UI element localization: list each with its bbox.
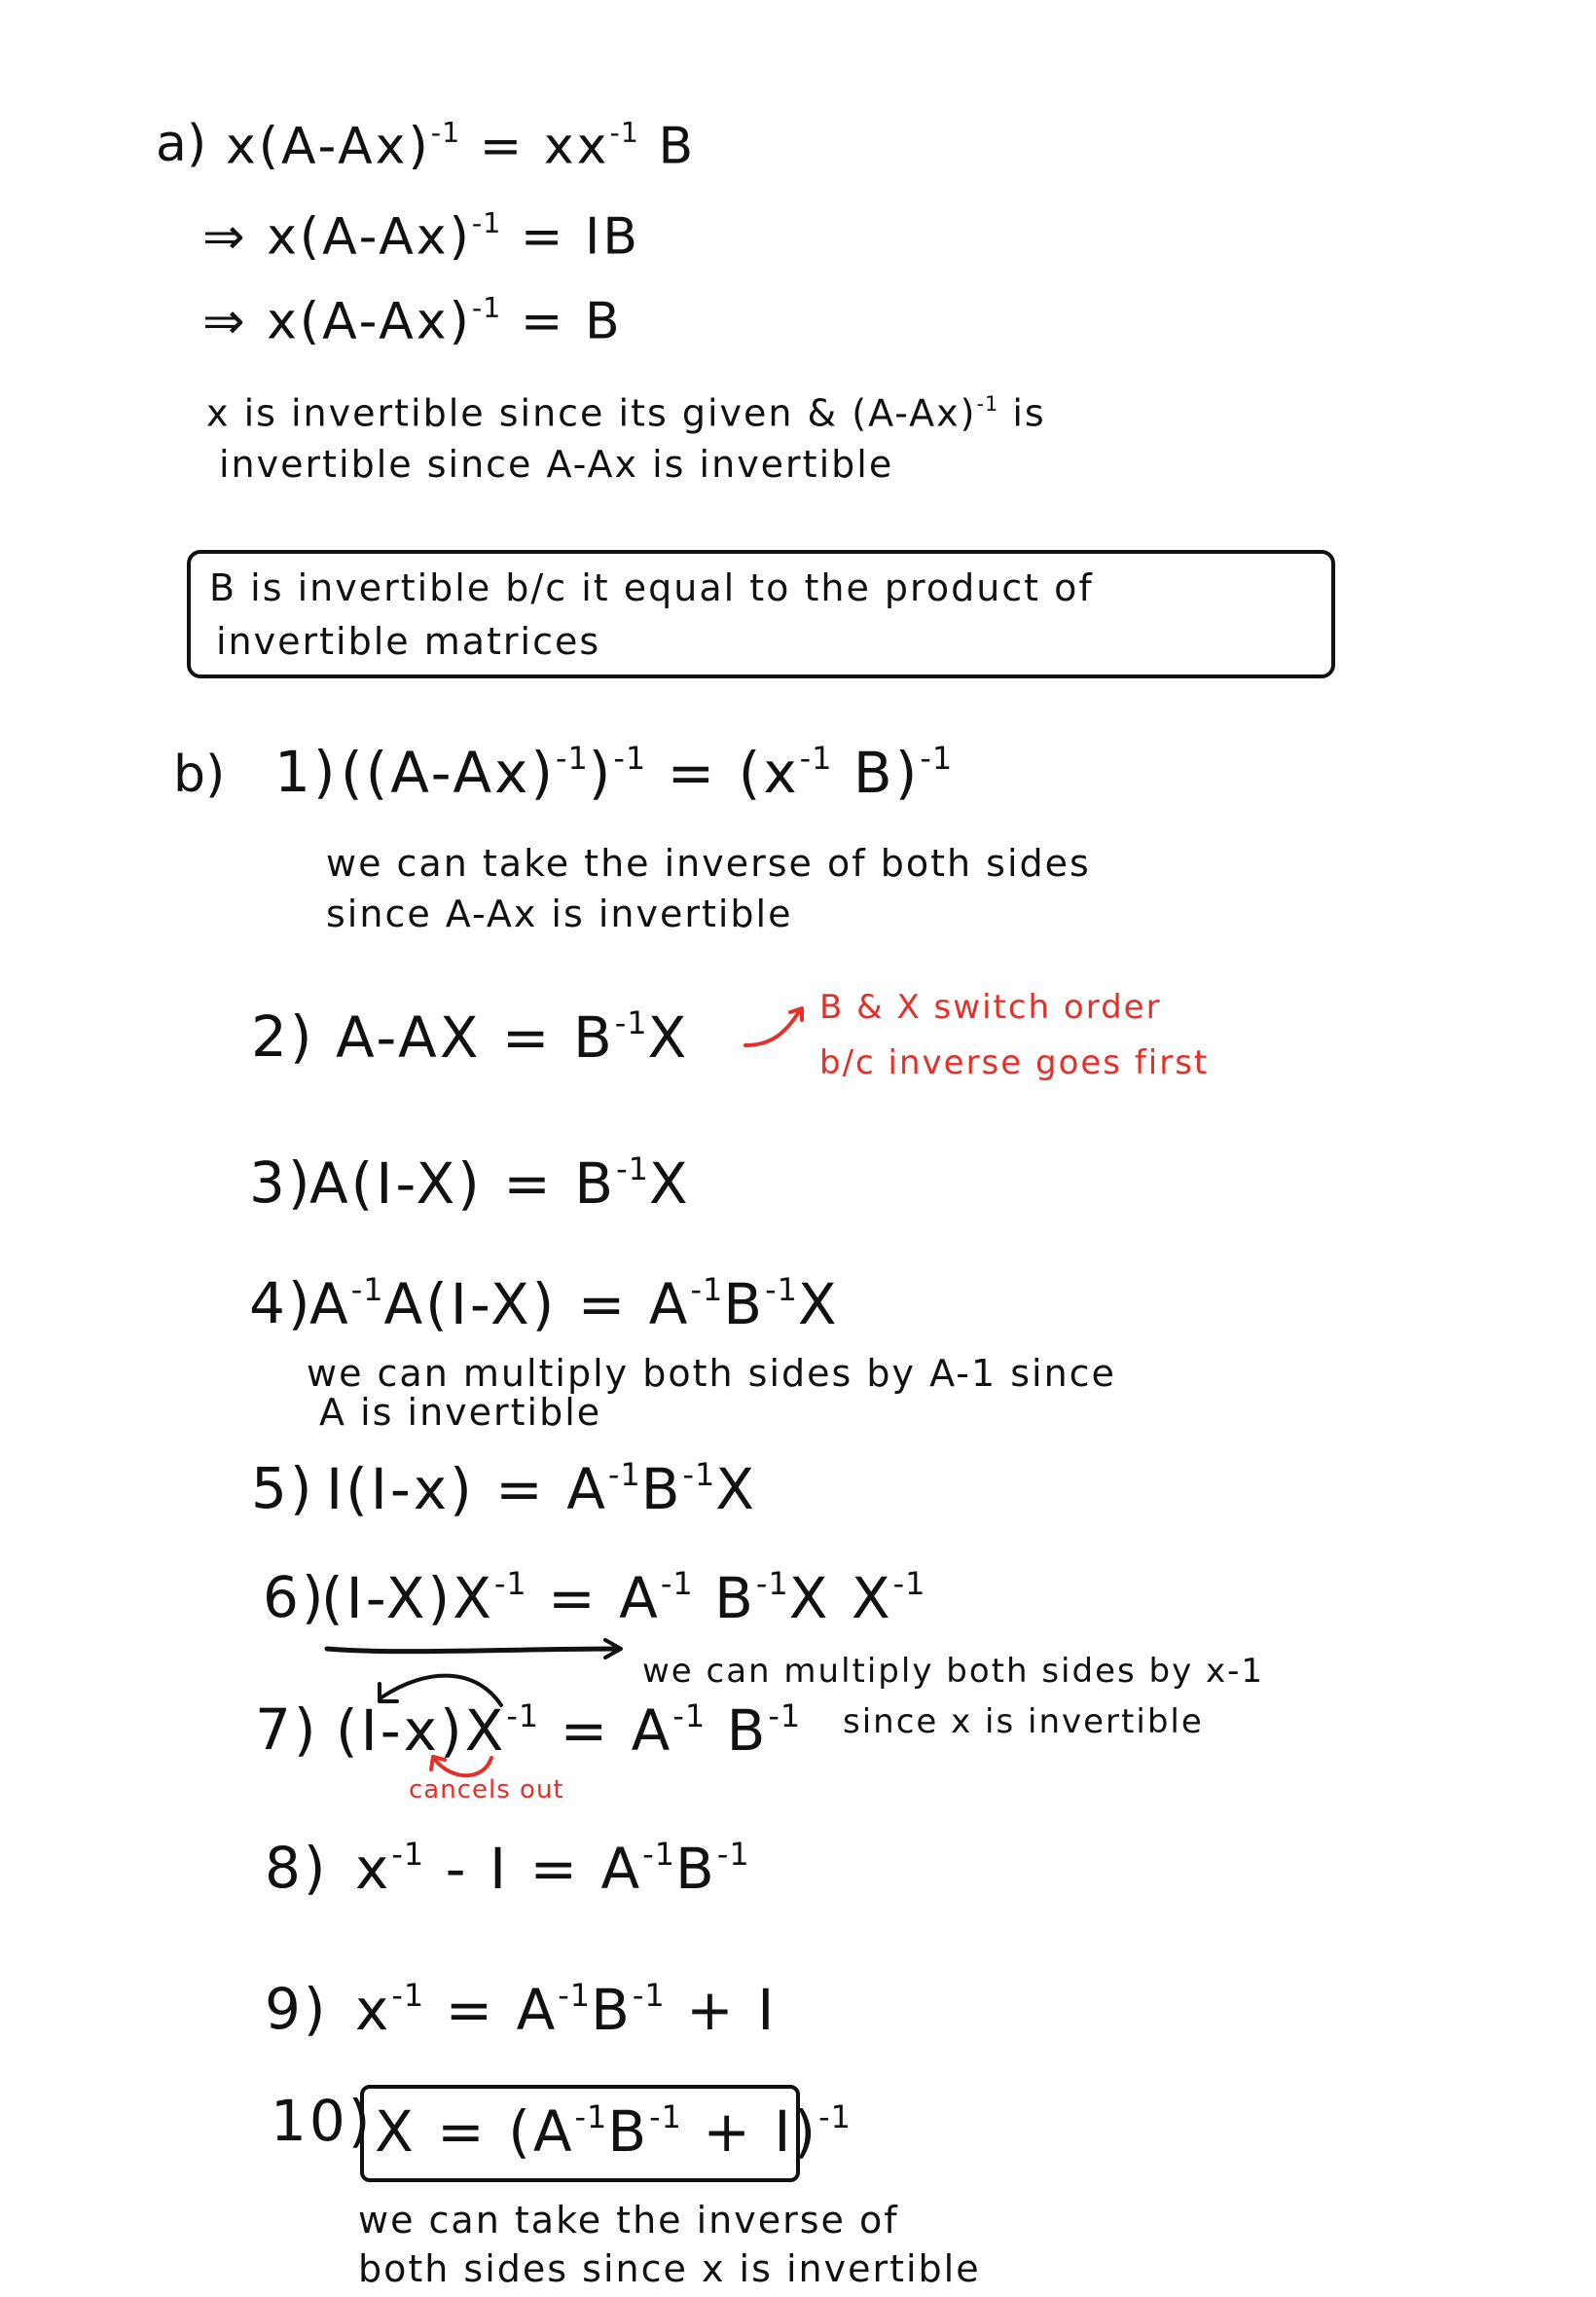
exponent: -1 [976,392,999,416]
exponent: -1 [672,1697,707,1734]
step-1-equation [341,739,954,806]
exponent: -1 [574,2098,608,2135]
eq-text: = A [526,1564,661,1631]
exponent: -1 [716,1836,750,1873]
step-5-equation [326,1455,758,1522]
eq-text: A [309,1270,351,1337]
exponent: -1 [649,2098,682,2135]
step-3-equation [309,1149,691,1217]
step-8-number: 8) [265,1835,329,1901]
eq-text: X [648,1149,691,1217]
exponent: -1 [558,1977,592,2014]
implies-arrow-icon: ⇒ [202,207,248,267]
eq-text: B [591,1976,633,2043]
eq-text: B [693,1564,756,1631]
step-4-note-line-2: A is invertible [319,1391,602,1434]
exponent: -1 [391,1836,425,1873]
eq-text: (I-X)X [321,1564,494,1631]
step-6-note-line-1: we can multiply both sides by x-1 [642,1652,1265,1691]
exponent: -1 [430,116,461,149]
step-9-equation [355,1976,778,2043]
eq-text: ((A-Ax) [341,739,556,806]
step-4-equation [309,1270,840,1337]
eq-text: X X [788,1564,893,1631]
red-curved-arrow-icon [742,1003,819,1051]
note-text: x is invertible since its given & (A-Ax) [206,391,977,435]
step-2-red-note-line-1: B & X switch order [819,988,1162,1027]
exponent: -1 [471,206,502,239]
step-4-number: 4) [249,1270,313,1336]
eq-text: B [675,1835,717,1902]
eq-text: I(I-x) = A [326,1455,608,1522]
eq-text: (I-x)X [336,1696,507,1764]
eq-text: = IB [501,207,641,267]
exponent: -1 [892,1565,926,1602]
eq-text: x(A-Ax) [267,292,472,351]
step-8-equation [355,1835,750,1902]
exponent: -1 [755,1565,789,1602]
eq-text: + I) [681,2097,819,2165]
eq-text: B [607,2097,650,2165]
eq-text: x(A-Ax) [267,207,472,267]
step-7-red-note: cancels out [409,1775,564,1805]
eq-text: - I = A [424,1835,643,1902]
exponent: -1 [632,1977,666,2014]
step-3-number: 3) [249,1149,313,1216]
exponent: -1 [555,740,589,777]
eq-text: X [797,1270,840,1337]
eq-text: + I [665,1976,778,2043]
conclusion-line-1: B is invertible b/c it equal to the product of [209,566,1094,609]
step-4-note-line-1: we can multiply both sides by A-1 since [307,1352,1116,1395]
step-6-note-line-2: since x is invertible [843,1702,1204,1741]
step-1-note-line-2: since A-Ax is invertible [326,893,793,935]
step-7-number: 7) [255,1696,319,1763]
exponent: -1 [616,1150,649,1187]
eq-text: X [715,1455,758,1522]
part-a-explanation-line-2: invertible since A-Ax is invertible [219,443,894,486]
exponent: -1 [493,1565,527,1602]
exponent: -1 [613,740,647,777]
implies-arrow-icon: ⇒ [202,292,248,351]
eq-text: x(A-Ax) [226,117,431,176]
eq-text: = x [460,117,577,176]
part-a-equation-2 [202,206,641,267]
conclusion-line-2: invertible matrices [216,620,601,663]
step-10-equation [375,2097,852,2165]
exponent: -1 [682,1456,716,1493]
exponent: -1 [768,1697,802,1734]
step-10-number: 10) [271,2088,374,2154]
eq-text: ) [588,739,614,806]
exponent: -1 [818,2098,852,2135]
exponent: -1 [614,1004,648,1041]
part-a-explanation-line-1 [206,391,1046,435]
eq-text: x [355,1835,392,1902]
eq-text: B [723,1270,766,1337]
note-text: is [998,391,1046,435]
exponent: -1 [350,1271,384,1308]
exponent: -1 [765,1271,798,1308]
eq-text: X = (A [375,2097,575,2165]
step-10-note-line-2: both sides since x is invertible [358,2247,981,2290]
eq-text: x [576,117,610,176]
exponent: -1 [506,1697,540,1734]
eq-text: = A [539,1696,673,1764]
step-1-note-line-1: we can take the inverse of both sides [326,842,1091,885]
eq-text: A(I-X) = B [309,1149,617,1217]
eq-text: B [638,117,697,176]
eq-text: = B [501,292,623,351]
exponent: -1 [920,740,954,777]
part-a-equation-3 [202,291,623,351]
step-9-number: 9) [265,1976,329,2042]
step-2-equation [336,1003,690,1071]
step-6-equation [321,1564,926,1631]
part-a-equation-1 [226,116,697,176]
exponent: -1 [690,1271,724,1308]
step-6-number: 6) [263,1564,327,1630]
right-arrow-icon [321,1635,633,1664]
step-2-red-note-line-2: b/c inverse goes first [819,1043,1210,1082]
exponent: -1 [391,1977,425,2014]
eq-text: B [640,1455,683,1522]
step-5-number: 5) [251,1455,315,1521]
eq-text: A-AX = B [336,1003,615,1071]
exponent: -1 [660,1565,694,1602]
eq-text: A(I-X) = A [383,1270,691,1337]
eq-text: B) [832,739,921,806]
exponent: -1 [471,291,502,324]
eq-text: B [706,1696,769,1764]
exponent: -1 [607,1456,641,1493]
step-7-equation [336,1696,802,1764]
eq-text: X [647,1003,690,1071]
exponent: -1 [609,116,639,149]
part-a-label: a) [156,115,207,173]
step-10-note-line-1: we can take the inverse of [358,2199,899,2242]
eq-text: = (x [646,739,800,806]
eq-text: x [355,1976,392,2043]
exponent: -1 [799,740,833,777]
step-2-number: 2) [251,1003,315,1070]
exponent: -1 [642,1836,676,1873]
step-1-number: 1) [274,739,339,805]
eq-text: = A [424,1976,559,2043]
part-b-label: b) [173,746,226,804]
